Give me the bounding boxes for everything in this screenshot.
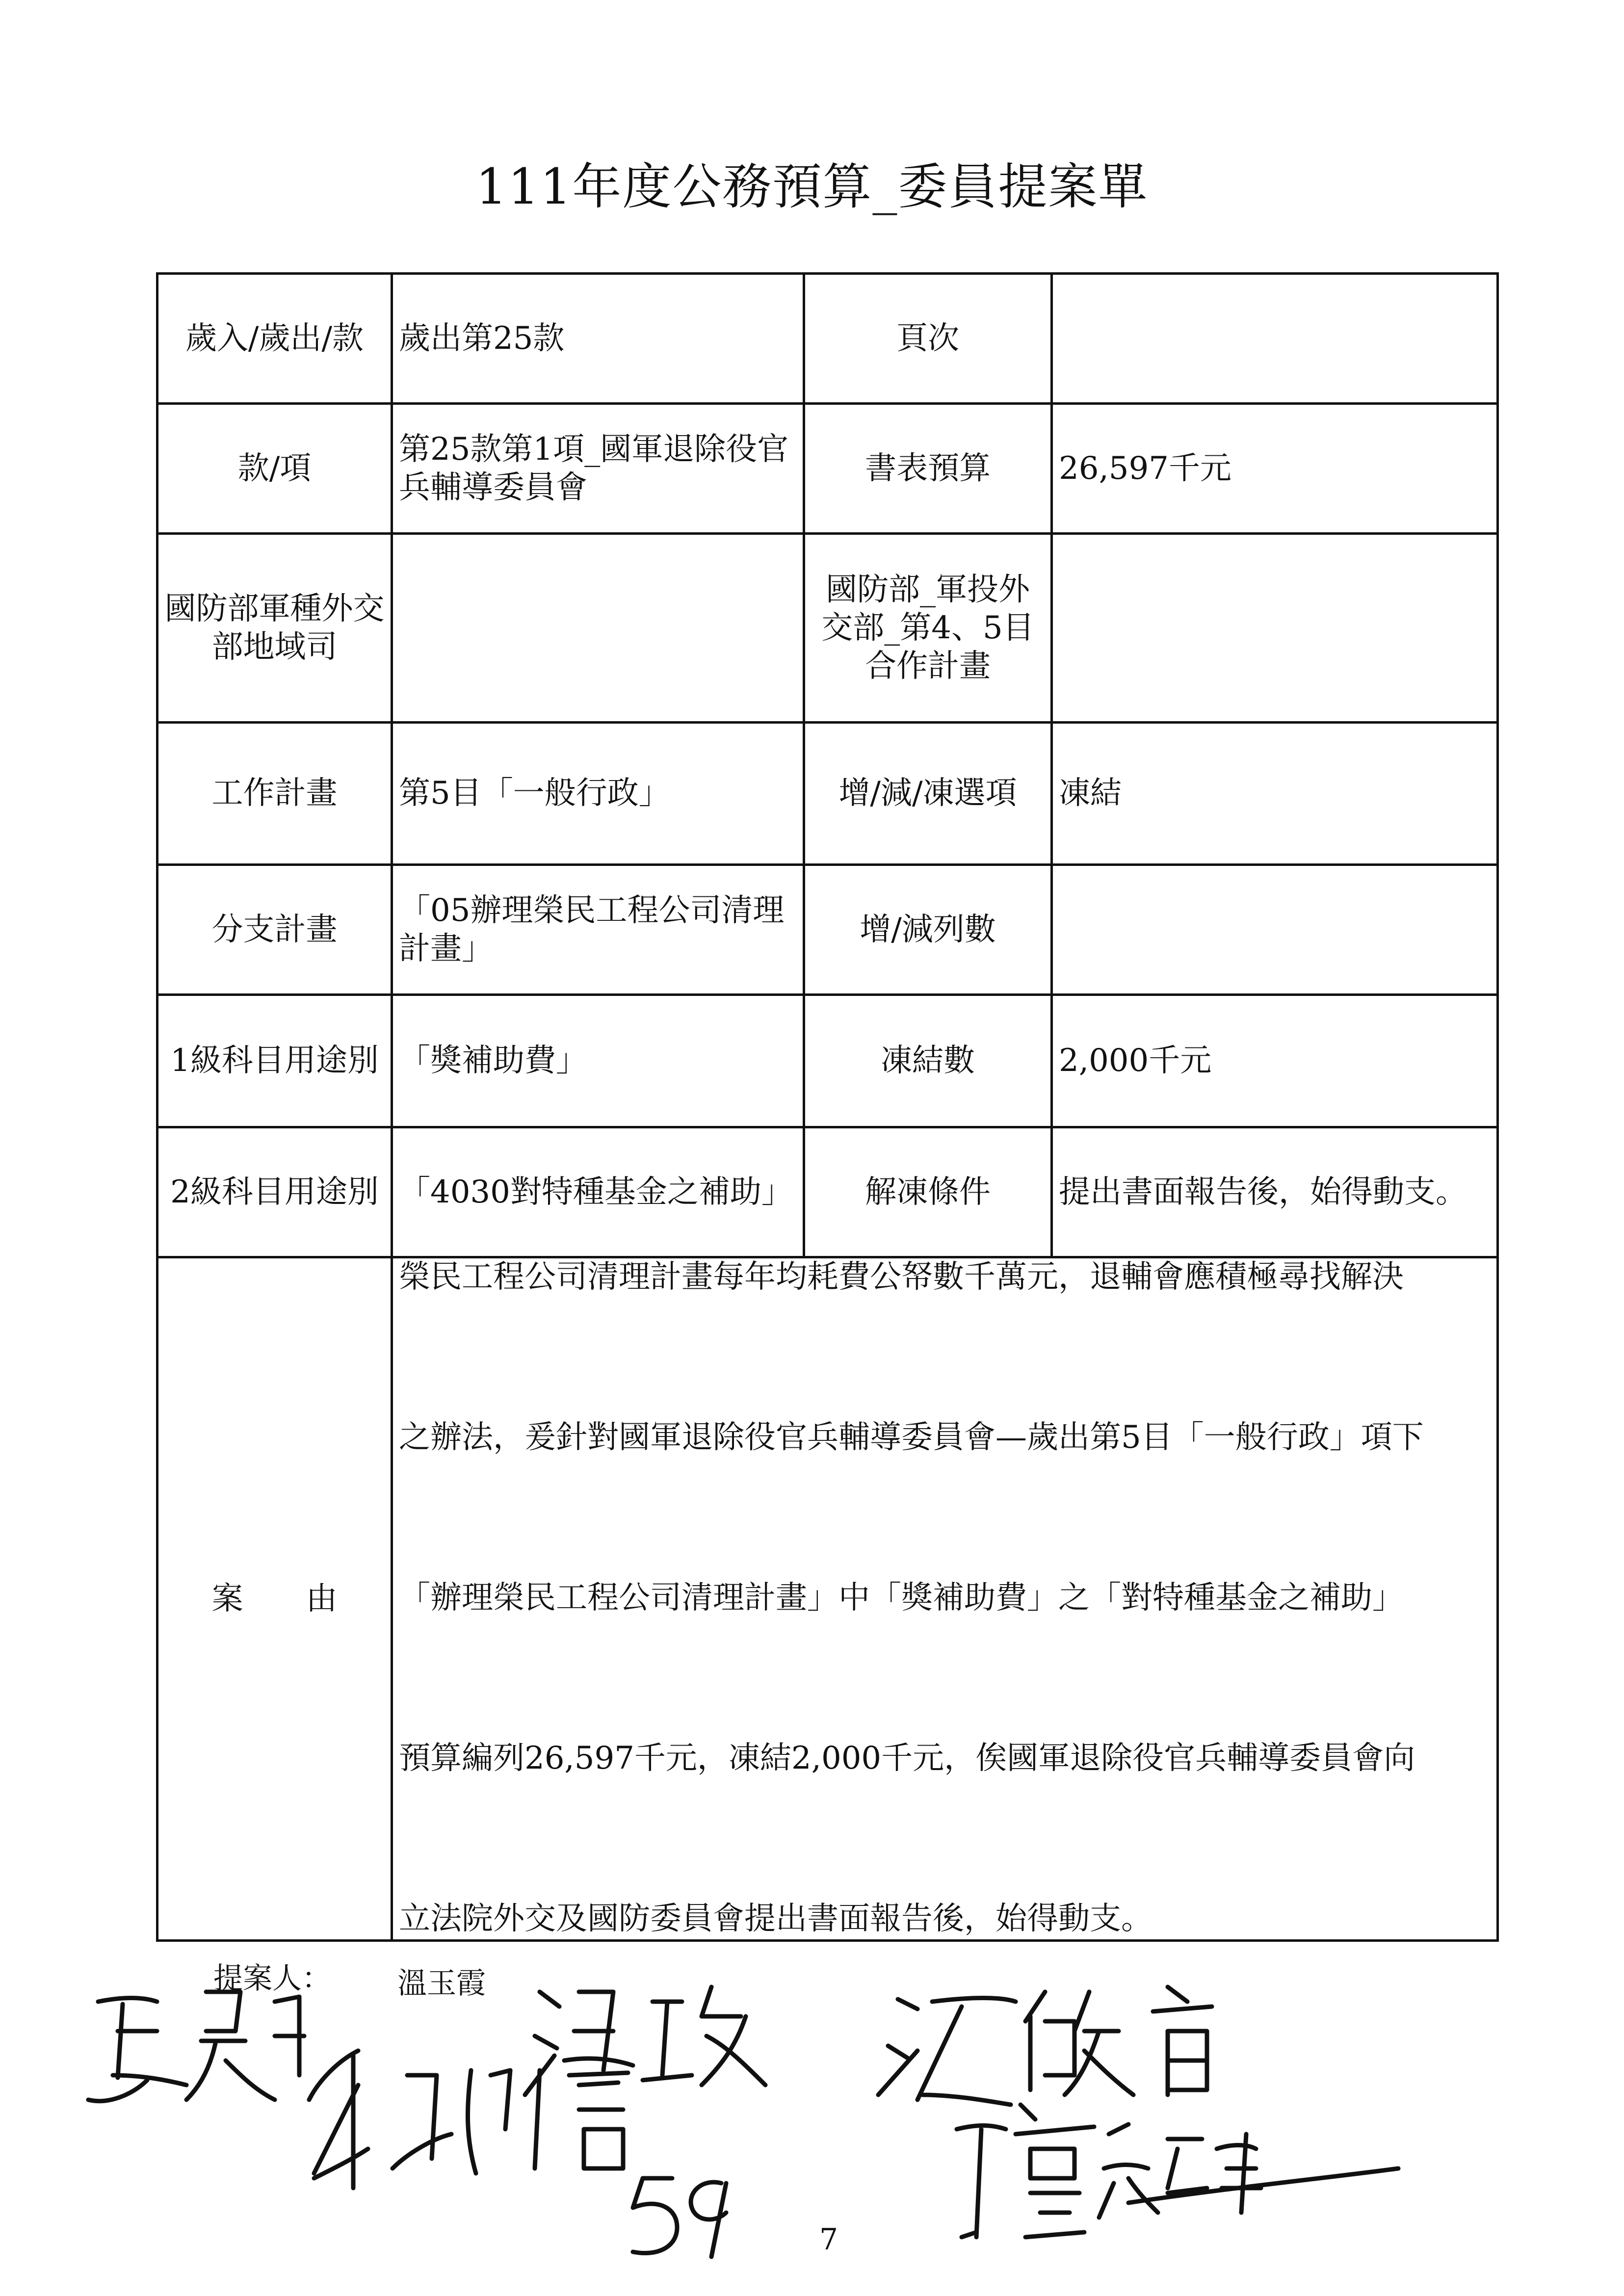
value-branch-plan: 「05辦理榮民工程公司清理計畫」 [392, 865, 804, 995]
form-title: 111年度公務預算_委員提案單 [475, 158, 1149, 215]
value-unfreeze-condition: 提出書面報告後，始得動支。 [1052, 1127, 1498, 1257]
reason-line: 預算編列26,597千元，凍結2,000千元，俟國軍退除役官兵輔導委員會向 [399, 1740, 1415, 1776]
reason-line: 之辦法，爰針對國軍退除役官兵輔導委員會—歲出第5目「一般行政」項下 [399, 1419, 1424, 1456]
label-revenue-expense-section: 歲入/歲出/款 [157, 274, 392, 404]
label-adjust-amount: 增/減列數 [804, 865, 1052, 995]
label-frozen-amount: 凍結數 [804, 995, 1052, 1127]
label-defense-foreign-division: 國防部軍種外交部地域司 [157, 534, 392, 723]
value-frozen-amount: 2,000千元 [1052, 995, 1498, 1127]
handwritten-number [633, 2178, 726, 2257]
label-branch-plan: 分支計畫 [157, 865, 392, 995]
value-revenue-expense-section: 歲出第25款 [392, 274, 804, 404]
reason-line: 榮民工程公司清理計畫每年均耗費公帑數千萬元，退輔會應積極尋找解決 [399, 1259, 1404, 1295]
proposer-label: 提案人： [213, 1961, 331, 1996]
label-level2-category: 2級科目用途別 [157, 1127, 392, 1257]
value-level2-category: 「4030對特種基金之補助」 [392, 1127, 804, 1257]
value-work-plan: 第5目「一般行政」 [392, 723, 804, 865]
label-section-item: 款/項 [157, 404, 392, 534]
reason-line: 「辦理榮民工程公司清理計畫」中「獎補助費」之「對特種基金之補助」 [399, 1580, 1404, 1616]
label-page: 頁次 [804, 274, 1052, 404]
value-section-item: 第25款第1項_國軍退除役官兵輔導委員會 [392, 404, 804, 534]
label-level1-category: 1級科目用途別 [157, 995, 392, 1127]
signature-5 [957, 2105, 1398, 2237]
label-unfreeze-condition: 解凍條件 [804, 1127, 1052, 1257]
value-level1-category: 「獎補助費」 [392, 995, 804, 1127]
signature-3 [88, 1992, 304, 2101]
reason-line: 立法院外交及國防委員會提出書面報告後，始得動支。 [399, 1901, 1153, 1937]
signature-4 [309, 2051, 633, 2188]
value-budget-amount: 26,597千元 [1052, 404, 1498, 534]
label-work-plan: 工作計畫 [157, 723, 392, 865]
signature-1 [525, 1987, 765, 2095]
label-cooperation-plan: 國防部_軍投外交部_第4、5目合作計畫 [804, 534, 1052, 723]
label-reason: 案 由 [157, 1257, 392, 1941]
proposer-name: 溫玉霞 [397, 1966, 486, 2001]
label-adjust-option: 增/減/凍選項 [804, 723, 1052, 865]
page-number: 7 [819, 2222, 838, 2257]
signature-2 [878, 1987, 1212, 2105]
label-budget-amount: 書表預算 [804, 404, 1052, 534]
value-adjust-option: 凍結 [1052, 723, 1498, 865]
